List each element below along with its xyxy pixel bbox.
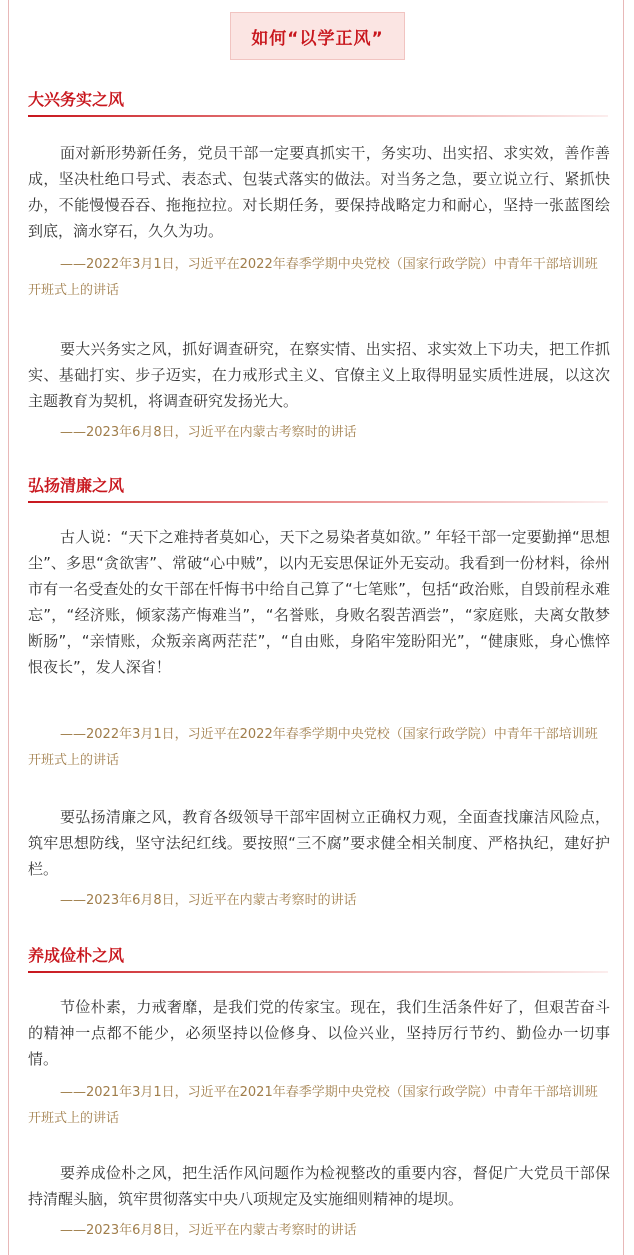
- source-citation: ——2023年6月8日，习近平在内蒙古考察时的讲话: [60, 893, 357, 908]
- body-paragraph: 要弘扬清廉之风，教育各级领导干部牢固树立正确权力观，全面查找廉洁风险点，筑牢思想防线，坚守法纪红线。要按照“三不腐”要求健全相关制度、严格执纪，建好护栏。: [28, 808, 610, 878]
- section-header-integrity: [28, 476, 608, 506]
- page-title-box: [230, 12, 405, 60]
- source-citation: ——2022年3月1日，习近平在2022年春季学期中央党校（国家行政学院）中青年干部培训班开班式上的讲话: [28, 257, 598, 298]
- body-paragraph: 节俭朴素，力戒奢靡，是我们党的传家宝。现在，我们生活条件好了，但艰苦奋斗的精神一点都不能少，必须坚持以俭修身、以俭兴业，坚持厉行节约、勤俭办一切事情。: [28, 998, 610, 1068]
- section-divider: [28, 501, 608, 503]
- body-paragraph: 面对新形势新任务，党员干部一定要真抓实干，务实功、出实招、求实效，善作善成，坚决杜绝口号式、表态式、包装式落实的做法。对当务之急，要立说立行、紧抓快办，不能慢慢吞吞、拖拖拉拉。对长期任务，要保持战略定力和耐心，坚持一张蓝图绘到底，滴水穿石，久久为功。: [28, 144, 610, 240]
- source-citation: ——2023年6月8日，习近平在内蒙古考察时的讲话: [60, 425, 357, 440]
- section-heading: 弘扬清廉之风: [28, 476, 125, 495]
- section-divider: [28, 971, 608, 973]
- source-citation: ——2022年3月1日，习近平在2022年春季学期中央党校（国家行政学院）中青年干部培训班开班式上的讲话: [28, 727, 598, 768]
- section-header-practical: [28, 90, 608, 120]
- body-paragraph: 古人说：“天下之难持者莫如心，天下之易染者莫如欲。” 年轻干部一定要勤掸“思想尘”、多思“贪欲害”、常破“心中贼”，以内无妄思保证外无妄动。我看到一份材料，徐州市有一名受查处的女干部在忏悔书中给自己算了“七笔账”，包括“政治账，自毁前程永难忘”，“经济账，倾家荡产悔难当”，“名誉账，身败名裂苦酒尝”，“家庭账，夫离女散梦断肠”，“亲情账，众叛亲离两茫茫”，“自由账，身陷牢笼盼阳光”，“健康账，身心憔悴恨夜长”，发人深省！: [28, 528, 610, 676]
- source-citation: ——2023年6月8日，习近平在内蒙古考察时的讲话: [60, 1223, 357, 1238]
- body-paragraph: 要养成俭朴之风，把生活作风问题作为检视整改的重要内容，督促广大党员干部保持清醒头脑，筑牢贯彻落实中央八项规定及实施细则精神的堤坝。: [28, 1164, 610, 1208]
- source-citation: ——2021年3月1日，习近平在2021年春季学期中央党校（国家行政学院）中青年干部培训班开班式上的讲话: [28, 1085, 598, 1126]
- section-header-frugality: [28, 946, 608, 976]
- page-title: 如何“以学正风”: [251, 28, 384, 49]
- body-paragraph: 要大兴务实之风，抓好调查研究，在察实情、出实招、求实效上下功夫，把工作抓实、基础打实、步子迈实，在力戒形式主义、官僚主义上取得明显实质性进展，以这次主题教育为契机，将调查研究发扬光大。: [28, 340, 610, 410]
- section-heading: 大兴务实之风: [28, 90, 125, 109]
- section-divider: [28, 115, 608, 117]
- section-heading: 养成俭朴之风: [28, 946, 125, 965]
